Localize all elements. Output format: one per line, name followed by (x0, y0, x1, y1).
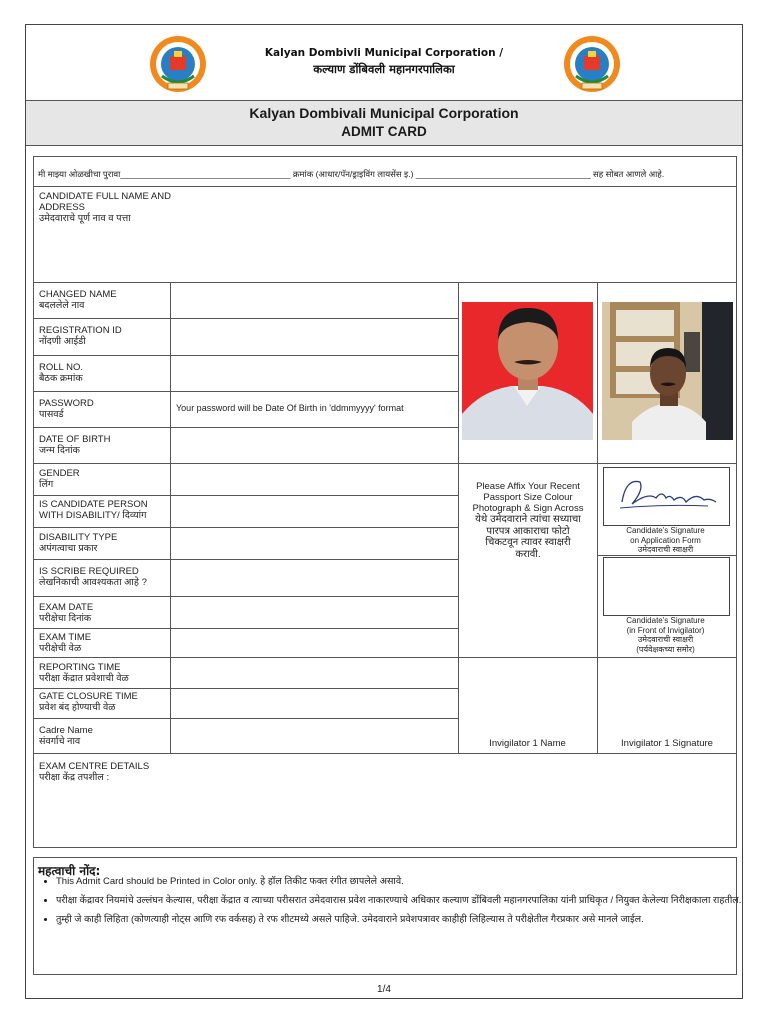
divider (33, 318, 458, 319)
field-gate-closure-time: GATE CLOSURE TIME प्रवेश बंद होण्याची वेळ (39, 691, 138, 713)
invigilator-name-label: Invigilator 1 Name (489, 738, 566, 749)
notes-heading: महत्वाची नोंद: (38, 864, 101, 878)
signature-invigilator-caption: Candidate's Signature (in Front of Invigilator) उमेदवाराची स्वाक्षरी (पर्यवेक्षकच्या समोर) (626, 616, 705, 654)
divider (33, 628, 458, 629)
field-cadre-name: Cadre Name संवर्गाचे नाव (39, 725, 93, 747)
field-scribe-required: IS SCRIBE REQUIRED लेखनिकाची आवश्यकता आहे ? (39, 566, 147, 588)
note-item: • परीक्षा केंद्रावर नियमांचे उल्लंघन केल्यास, परीक्षा केंद्रात व त्याच्या परीसरात उमेदवारास प्रवेश नाकारण्याचे अधिकार कल्याण डोंबिवली महानगरपालिका यांनी प्राधिकृत / नियुक्त केलेल्या निरीक्षकाला राहतील. (56, 895, 748, 907)
field-date-of-birth: DATE OF BIRTH जन्म दिनांक (39, 434, 111, 456)
divider (33, 559, 458, 560)
notes-list (38, 876, 748, 933)
divider (597, 282, 598, 753)
divider (33, 527, 458, 528)
candidate-live-photo (602, 302, 733, 440)
admit-card-title: ADMIT CARD (341, 124, 427, 139)
field-password: PASSWORD पासवर्ड (39, 398, 94, 420)
note-item: • तुम्ही जे काही लिहिता (कोणत्याही नोट्स आणि रफ वर्कसह) ते रफ शीटमध्ये असले पाहिजे. उमेदवाराने प्रवेशपत्रावर काहीही लिहिल्यास ते परीक्षेतील गैरप्रकार असे मानले जाईल. (56, 914, 748, 926)
divider (33, 186, 737, 187)
header-title-en: Kalyan Dombivli Municipal Corporation / (264, 47, 504, 59)
divider (33, 391, 458, 392)
field-disability: IS CANDIDATE PERSON WITH DISABILITY/ दिव्यांग (39, 499, 148, 521)
candidate-photo (462, 302, 593, 440)
divider (33, 495, 458, 496)
important-notes (33, 857, 742, 975)
page-number: 1/4 (377, 984, 391, 995)
id-proof-statement: मी माझ्या ओळखीचा पुरावा____________________________________ क्रमांक (आधार/पॅन/ड्राइविंग लायसेंस इ.) _____________________________________ सह सोबत आणले आहे. (38, 169, 665, 179)
signature-box-application (603, 467, 730, 526)
corporation-name: Kalyan Dombivali Municipal Corporation (249, 105, 519, 121)
field-changed-name: CHANGED NAME बदललेले नाव (39, 289, 117, 311)
field-disability-type: DISABILITY TYPE अपंगत्वाचा प्रकार (39, 532, 118, 554)
divider (597, 555, 737, 556)
divider (33, 427, 458, 428)
divider (33, 718, 458, 719)
title-band (26, 100, 742, 146)
field-roll-no: ROLL NO. बैठक क्रमांक (39, 362, 83, 384)
divider (33, 657, 737, 658)
exam-centre-details: EXAM CENTRE DETAILS परीक्षा केंद्र तपशील : (39, 761, 150, 783)
header-title-mr: कल्याण डोंबिवली महानगरपालिका (313, 62, 455, 76)
divider (33, 355, 458, 356)
password-value: Your password will be Date Of Birth in 'ddmmyyyy' format (176, 403, 404, 413)
signature-box-invigilator (603, 557, 730, 616)
divider (170, 282, 171, 753)
field-gender: GENDER लिंग (39, 468, 80, 490)
divider (33, 753, 737, 754)
divider (33, 463, 737, 464)
signature-application-caption: Candidate's Signature on Application Form उमेदवाराची स्वाक्षरी (626, 526, 705, 554)
header-title (120, 46, 648, 76)
divider (458, 282, 459, 753)
divider (33, 282, 737, 283)
signature-image (604, 468, 729, 525)
divider (33, 596, 458, 597)
note-item: • This Admit Card should be Printed in Color only. हे हॉल तिकीट फक्त रंगीत छापलेले असावे. (56, 876, 748, 888)
field-registration-id: REGISTRATION ID नोंदणी आईडी (39, 325, 122, 347)
affix-photo-instructions: Please Affix Your Recent Passport Size Colour Photograph & Sign Across येथे उमेदवाराने त्यांचा सध्याचा पारपत्र आकाराचा फोटो चिकटवून त्यावर स्वाक्षरी करावी. (472, 481, 584, 560)
field-exam-date: EXAM DATE परीक्षेचा दिनांक (39, 602, 94, 624)
divider (33, 688, 458, 689)
field-exam-time: EXAM TIME परीक्षेची वेळ (39, 632, 92, 654)
invigilator-signature-label: Invigilator 1 Signature (621, 738, 713, 749)
field-reporting-time: REPORTING TIME परीक्षा केंद्रात प्रवेशाची वेळ (39, 662, 129, 684)
candidate-name-label: CANDIDATE FULL NAME AND ADDRESS उमेदवाराचे पूर्ण नाव व पत्ता (39, 191, 171, 224)
